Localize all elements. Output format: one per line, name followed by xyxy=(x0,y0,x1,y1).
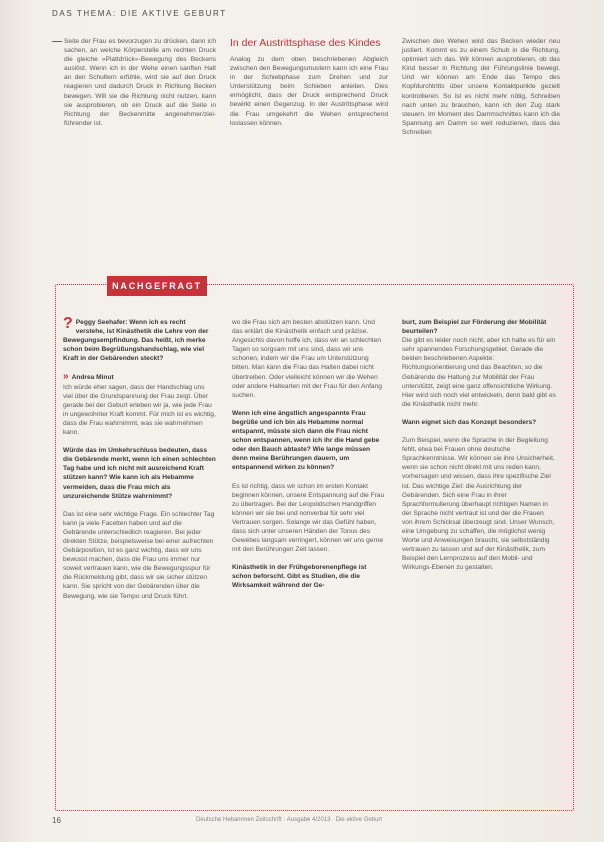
top-column-1-text: Seite der Frau es bevorzugen zu drücken, dann ich sachen, an welche Körperstelle am rechten Druck die gleiche »Plattdrück«-Bewegung des Beckens auslöst. Wenn ich in der Wehe einen sanften Halt an den Schultern erfühle, wird sie auf den Druck reagieren und dadurch Druck in Richtung Becken bewegen. Will sie die Richtung nicht nutzen, kann sie ausprobieren, ob ein Druck auf die Seite in Richtung der Beckenmitte angenehmer/ziel- führender ist. xyxy=(64,38,216,127)
continuation-dash xyxy=(52,41,62,42)
page-number: 16 xyxy=(52,816,61,825)
interview-column-1 xyxy=(63,315,216,601)
subsection-title: In der Austrittsphase des Kindes xyxy=(230,37,381,49)
answer-text: Es ist richtig, dass wir schon im ersten Kontakt beginnen können, unsere Entspannung auf die Frau zu übertragen. Bei der Leopoldschen Handgriffen können wir sie bei und nonverbal für sehr viel Vertrauen sorgen. Solange wir das Gefühl haben, dass sich unter unseren Händen der Tonus des Gewebes langsam verringert, können wir uns gerne mit den Berührungen Zeit lassen. xyxy=(232,482,385,554)
answer-block xyxy=(63,372,216,437)
interview-column-3 xyxy=(402,318,556,572)
top-column-1 xyxy=(64,37,216,128)
section-header: DAS THEMA: DIE AKTIVE GEBURT xyxy=(52,9,227,18)
question-text: Würde das im Umkehrschluss bedeuten, dass die Gebärende merkt, wenn ich einen schlechten Tag habe und ich nicht mit ausreichend Kraft stützen kann? Wie kann ich als Hebamme vermeiden, dass die Frau mich als unzureichende Stütze wahrnimmt? xyxy=(63,447,216,500)
answer-speaker: Andrea Minut xyxy=(71,374,114,382)
question-block xyxy=(63,315,216,363)
top-column-3 xyxy=(402,37,560,137)
answer-chevron-icon: » xyxy=(63,371,69,383)
top-column-2 xyxy=(230,37,388,128)
top-column-2-text: Analog zu dem oben beschriebenen Abgleich zwischen den Bewegungsmustern kann ich eine Frau in der Schiebphase zum Drehen und zur Unterstützung beim Schieben anleiten. Dies ermöglicht, dass der Druck entsprechend Druck bewirkt einen Gegenzug. In der Austrittsphase wird die Frau umgekehrt die Wehen entsprechend loslassen können. xyxy=(230,56,388,127)
answer-text: Das ist eine sehr wichtige Frage. Ein schlechter Tag kann ja viele Facetten haben und auf die Gebärende unterschiedlich reagieren. Bei jeder direkten Stütze, beispielsweise bei einer aufrechten Gebärposition, ist es ganz wichtig, dass wir uns bewusst machen, dass die Frau uns immer nur soweit vertrauen kann, wie die Bewegungsspur für die Rückmeldung gibt, dass wir sie sicher stützen kann. Sie spricht von der Gebärenden über die Bewegung, wie sie Tempo und Druck führt. xyxy=(63,510,215,600)
question-text: Peggy Seehafer: Wenn ich es recht verstehe, ist Kinästhetik die Lehre von der Bewegungsempfindung. Das heißt, ich merke schon beim Begrüßungshandschlag, wie viel Kraft in der Gebärenden steckt? xyxy=(63,319,209,363)
answer-text: Zum Beispiel, wenn die Sprache in der Begleitung fehlt, etwa bei Frauen ohne deutsche Sprachkenntnisse. Wir können sie ihre Unsicherheit, wenn sie schon nicht direkt mit uns reden kann, vorhersagen und wissen, dass ihre spezifische Ziel ist. Das wichtige Ziel: die Ausrichtung der Gebärenden. Sich eine Frau in ihrer Sprachformulierung überhaupt richtigen Namen in der Sprache nicht vertraut ist und der die Frauen von ihrem Schicksal überzeugt sind. Unser Wunsch, eine Umgebung zu schaffen, die möglichst wenig Worte und Anweisungen braucht, sie selbstständig vertrauen zu lassen und auf der Kinästhetik, zum Beispiel den Lernprozess auf den Mobil- und Wirkungs-Ebenen zu gestalten. xyxy=(402,437,555,572)
question-mark-icon: ? xyxy=(63,315,73,332)
top-column-3-text: Zwischen den Wehen wird das Becken wieder neu justiert. Kommt es zu einem Schub in die Richtung, optimiert sich das. Wir können ausprobieren, ob das Kind besser in Richtung der Führungslinie bewegt. Und wir können am Ende das Tempo des Kopfdurchtritts über unsere Kontaktpunkte gezielt kontrollieren. So ist es nicht mehr nötig, Schreiben nach unten zu brauchen, kann ich den Zug stark steuern. Im Moment des Dammschnittes kann ich die Spannung am Damm so weit reduzieren, dass das Schreiben xyxy=(402,38,560,136)
question-text: Kinästhetik in der Frühgeborenenpflege ist schon beforscht. Gibt es Studien, die die Wirksamkeit während der Ge- xyxy=(232,564,367,590)
interview-badge: NACHGEFRAGT xyxy=(107,276,207,296)
question-text: burt, zum Beispiel zur Förderung der Mobilität beurteilen? xyxy=(402,319,547,336)
answer-text: Ich würde eher sagen, dass der Handschlag uns viel über die Grundspannung der Frau zeigt. Über gerade bei der Geburt erleben wir ja, wie jede Frau in ungewohnter Kraft kommt. Für mich ist es wichtig, dass die Frau wahrnimmt, was sie wahrnehmen kann. xyxy=(63,383,216,437)
question-text: Wenn ich eine ängstlich angespannte Frau begrüße und ich bin als Hebamme normal entspannt, müsste sich dann die Frau nicht schon entspannen, wenn ich ihr die Hand gebe oder den Bauch abtaste? Wie lange müssen denn meine Berührungen dauern, um entspannend wirken zu können? xyxy=(232,409,380,472)
footer-source: Deutsche Hebammen Zeitschrift · Ausgabe 4/2013 · Die aktive Geburt xyxy=(196,817,383,823)
question-text: Wann eignet sich das Konzept besonders? xyxy=(402,418,537,426)
answer-text: wo die Frau sich am besten abstützen kann. Und das erklärt die Kinästhetik einfach und präzise. Angesichts davon hoffe ich, dass wir an schlechten Tagen so sorgsam mit uns sind, dass wir uns schonen, indem wir die Frau um Unterstützung bitten. Man kann die Frau das Halten dabei nicht übertreiben. Oder vielleicht können wir die Wehen oder andere Haltearten mit der Frau für den Anfang suchen. xyxy=(232,319,382,399)
interview-column-2 xyxy=(232,318,386,591)
answer-text: Die gibt es leider noch nicht, aber ich halte es für ein sehr spannendes Forschungsgebiet. Gerade die beiden beschriebenen Aspekte: Richtungsorientierung und das Beachten, so die Gebärende die Haltung zur Mobilität der Frau unterstützt, zeigt eine ganz offensichtliche Wirkung. Hier wird sich noch viel entwickeln, denn bald gibt es die Kinästhetik nicht mehr. xyxy=(402,337,556,408)
